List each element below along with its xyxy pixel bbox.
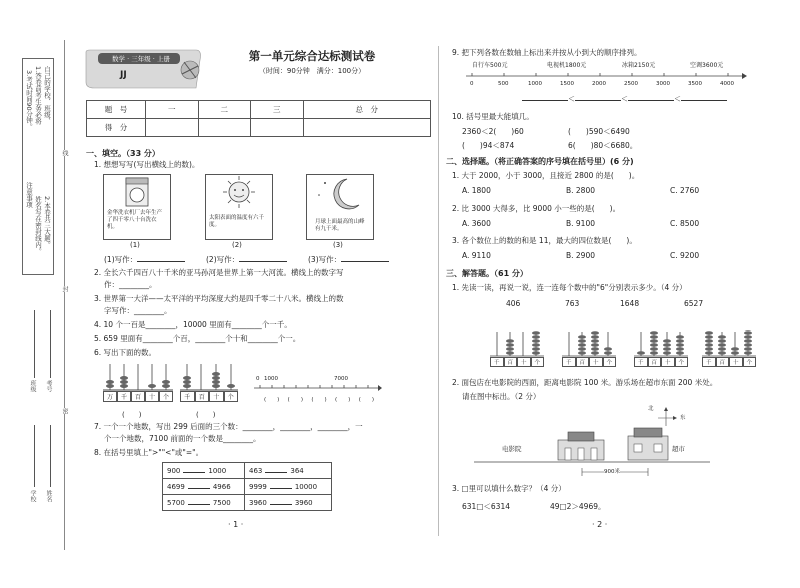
map-label-north: 北 bbox=[648, 406, 654, 412]
score-table-header bbox=[87, 101, 431, 119]
compare-blank[interactable] bbox=[270, 504, 292, 505]
number-field[interactable] bbox=[50, 310, 51, 378]
q9-order-blank[interactable] bbox=[628, 100, 674, 101]
picture-2-text: 太阳表面的温度有六千度。 bbox=[209, 215, 265, 228]
seal-line bbox=[64, 40, 65, 550]
seal-mark-feng: 封 bbox=[61, 286, 68, 292]
map-graphic bbox=[470, 406, 730, 478]
number-line-paren[interactable]: ( ) bbox=[358, 397, 374, 403]
column-divider bbox=[438, 46, 439, 536]
picture-3-text: 月球上面最高的山峰有九千米。 bbox=[315, 219, 365, 232]
section-3-heading: 三、解答题。（61 分） bbox=[446, 269, 528, 278]
compare-blank[interactable] bbox=[183, 472, 205, 473]
note-3: 姓名写在密封线内。 bbox=[34, 196, 42, 255]
picture-caption-1: (1) bbox=[130, 241, 140, 249]
q9-number-line bbox=[462, 60, 747, 108]
score-cell-3[interactable] bbox=[251, 119, 304, 137]
a1-abacus-rods bbox=[470, 330, 760, 358]
number-line-paren[interactable]: ( ) bbox=[335, 397, 351, 403]
note-5: 3.考试时间90分钟。 bbox=[25, 70, 33, 130]
score-row-label: 得 分 bbox=[87, 119, 146, 137]
a1-abacus-1-labels: 千 百 十 个 bbox=[490, 357, 544, 367]
a1-abacus-4-labels: 千 百 十 个 bbox=[702, 357, 756, 367]
number-line-paren[interactable]: ( ) bbox=[311, 397, 327, 403]
q9-order-blank[interactable] bbox=[522, 100, 568, 101]
badge-text: 数学 · 三年级 · 上册 bbox=[112, 55, 170, 63]
q9-item-tv: 电视机1800元 bbox=[547, 62, 587, 69]
number-line-q6 bbox=[252, 376, 382, 410]
map-label-supermarket: 超市 bbox=[672, 445, 685, 453]
answer-question-1: 1. 先读一读，再说一说，连一连每个数中的"6"分别表示多少。（4 分） bbox=[452, 283, 687, 292]
q9-tick: 2000 bbox=[592, 81, 606, 87]
q10-item-3[interactable]: ( )94＜874 bbox=[462, 141, 515, 150]
a3-item-2[interactable]: 49□2＞4969。 bbox=[550, 502, 606, 511]
choice-1-option-b[interactable]: B. 2800 bbox=[566, 186, 596, 195]
abacus-2-answer[interactable]: ( ) bbox=[196, 411, 216, 419]
a1-number-1648: 1648 bbox=[620, 299, 640, 308]
a3-item-1[interactable]: 631□＜6314 bbox=[462, 502, 510, 511]
score-head-2: 二 bbox=[198, 101, 251, 119]
note-2: 自己的学校、班级、 bbox=[43, 66, 51, 125]
write-blank-3[interactable] bbox=[341, 261, 389, 262]
picture-caption-2: (2) bbox=[232, 241, 242, 249]
q9-tick: 3000 bbox=[656, 81, 670, 87]
number-line-label-0: 0 bbox=[256, 376, 260, 382]
choice-3-option-a[interactable]: A. 9110 bbox=[462, 251, 491, 260]
name-label: 姓名 bbox=[45, 490, 52, 502]
write-label-3: (3)写作： bbox=[308, 255, 342, 264]
question-8: 8. 在括号里填上">""<"或"="。 bbox=[94, 448, 204, 457]
answer-question-3: 3. □里可以填什么数字？（4 分） bbox=[452, 484, 566, 493]
class-label: 班级 bbox=[29, 380, 36, 392]
write-blank-2[interactable] bbox=[239, 261, 287, 262]
compare-blank[interactable] bbox=[188, 488, 210, 489]
page-title: 第一单元综合达标测试卷 bbox=[248, 49, 376, 63]
abacus-2-col-bai: 百 bbox=[195, 391, 210, 402]
choice-2: 2. 比 3000 大得多，比 9000 小一些的是( )。 bbox=[452, 204, 621, 213]
question-7: 7. 一个一个地数，写出 299 后面的三个数：________，________，________，一 bbox=[94, 422, 363, 431]
score-table bbox=[86, 100, 431, 137]
number-line-label-7000: 7000 bbox=[334, 376, 348, 382]
q9-tick: 500 bbox=[498, 81, 509, 87]
map-label-east: 东 bbox=[680, 415, 686, 421]
page-subtitle: （时间：90分钟 满分：100分） bbox=[258, 67, 366, 75]
compare-blank[interactable] bbox=[270, 488, 292, 489]
q9-order-blank[interactable] bbox=[575, 100, 621, 101]
a1-number-6527: 6527 bbox=[684, 299, 704, 308]
number-line-label-1000: 1000 bbox=[264, 376, 278, 382]
question-2-cont: 作：________。 bbox=[104, 280, 157, 289]
number-line-paren[interactable]: ( ) bbox=[264, 397, 280, 403]
question-6: 6. 写出下面的数。 bbox=[94, 348, 157, 357]
picture-caption-3: (3) bbox=[333, 241, 343, 249]
map-diagram bbox=[470, 406, 730, 478]
note-1: 1.答卷前考生务必将 bbox=[34, 66, 42, 125]
q9-item-fridge: 冰箱2150元 bbox=[622, 62, 656, 69]
a1-abacus-3-labels: 千 百 十 个 bbox=[634, 357, 688, 367]
moon-icon bbox=[307, 175, 373, 213]
supermarket-building-icon bbox=[628, 428, 668, 460]
abacus-2-rods bbox=[180, 362, 238, 392]
choice-1: 1. 大于 2000，小于 3000，且接近 2800 的是( )。 bbox=[452, 171, 640, 180]
abacus-1-col-ge: 个 bbox=[159, 391, 173, 402]
picture-washing-machine bbox=[103, 174, 171, 240]
compare-cell: 4699 4966 bbox=[163, 479, 245, 495]
abacus-1-rods bbox=[103, 362, 173, 392]
seal-mark-xian: 线 bbox=[61, 150, 68, 156]
a1-abacus-group bbox=[470, 330, 760, 370]
q9-item-ac: 空调3600元 bbox=[690, 62, 724, 69]
score-cell-1[interactable] bbox=[146, 119, 199, 137]
abacus-1-col-bai: 百 bbox=[131, 391, 145, 402]
compare-table bbox=[162, 462, 332, 511]
q10-item-1[interactable]: 2360＜2( )60 bbox=[462, 127, 524, 136]
number-label: 考号 bbox=[45, 380, 52, 392]
score-head-label: 题 号 bbox=[87, 101, 146, 119]
q9-tick: 0 bbox=[470, 81, 474, 87]
compare-cell: 5700 7500 bbox=[163, 495, 245, 511]
section-1-heading: 一、填空。（33 分） bbox=[86, 149, 160, 158]
abacus-2-labels bbox=[180, 391, 238, 402]
abacus-2 bbox=[180, 362, 238, 404]
choice-2-option-a[interactable]: A. 3600 bbox=[462, 219, 491, 228]
score-cell-2[interactable] bbox=[198, 119, 251, 137]
table-row bbox=[163, 463, 332, 479]
number-line-parens bbox=[264, 395, 374, 403]
write-answer-2 bbox=[206, 255, 287, 265]
question-3-cont: 字写作：________。 bbox=[104, 306, 172, 315]
answer-question-2: 2. 面包店在电影院的西面，距离电影院 100 米。游乐场在超市东面 200 米处。 bbox=[452, 378, 718, 387]
write-answer-3 bbox=[308, 255, 389, 265]
a1-number-763: 763 bbox=[565, 299, 580, 308]
compare-cell: 3960 3960 bbox=[244, 495, 331, 511]
write-answer-1 bbox=[104, 255, 185, 265]
picture-moon bbox=[306, 174, 374, 240]
compare-cell: 900 1000 bbox=[163, 463, 245, 479]
choice-1-option-a[interactable]: A. 1800 bbox=[462, 186, 491, 195]
q9-tick: 1000 bbox=[528, 81, 542, 87]
compare-cell: 463 364 bbox=[244, 463, 331, 479]
grade-badge bbox=[84, 48, 214, 90]
number-line-graphic bbox=[252, 380, 382, 394]
q9-item-bicycle: 自行车500元 bbox=[472, 62, 508, 69]
cinema-building-icon bbox=[558, 432, 604, 460]
choice-3-option-b[interactable]: B. 2900 bbox=[566, 251, 596, 260]
compare-blank[interactable] bbox=[188, 504, 210, 505]
q9-order-blank[interactable] bbox=[681, 100, 727, 101]
badge-code: JJ bbox=[120, 70, 127, 80]
seal-mark-mi: 密 bbox=[61, 408, 68, 414]
q9-tick: 2500 bbox=[624, 81, 638, 87]
choice-2-option-c[interactable]: C. 8500 bbox=[670, 219, 700, 228]
question-7-cont: 个一个地数，7100 前面的一个数是________。 bbox=[104, 434, 261, 443]
choice-1-option-c[interactable]: C. 2760 bbox=[670, 186, 700, 195]
abacus-1-col-shi: 十 bbox=[145, 391, 159, 402]
abacus-1-col-wan: 万 bbox=[103, 391, 117, 402]
choice-3-option-c[interactable]: C. 9200 bbox=[670, 251, 700, 260]
picture-1-text: 金华洗衣机厂去年生产了四千零八十台洗衣机。 bbox=[107, 210, 163, 230]
score-head-total: 总 分 bbox=[303, 101, 431, 119]
sun-icon bbox=[206, 175, 272, 209]
compare-cell: 9999 10000 bbox=[244, 479, 331, 495]
page-number-1: · 1 · bbox=[228, 520, 244, 529]
school-label: 学校 bbox=[29, 490, 36, 502]
score-head-3: 三 bbox=[251, 101, 304, 119]
question-4: 4. 10 个一百是________，10000 里面有________个一千。 bbox=[94, 320, 292, 329]
table-row bbox=[163, 479, 332, 495]
section-2-heading: 二、选择题。（将正确答案的序号填在括号里）(6 分) bbox=[446, 157, 634, 166]
answer-question-2-cont: 请在图中标出。（2 分） bbox=[462, 392, 541, 401]
notes-label: 注意事项 bbox=[25, 182, 33, 208]
choice-2-option-b[interactable]: B. 9100 bbox=[566, 219, 596, 228]
question-3: 3. 世界第一大洋——太平洋的平均深度大约是四千零二十八米。横线上的数 bbox=[94, 294, 344, 303]
number-line-paren[interactable]: ( ) bbox=[287, 397, 303, 403]
q9-tick: 1500 bbox=[560, 81, 574, 87]
abacus-2-col-qian: 千 bbox=[180, 391, 195, 402]
page-number-2: · 2 · bbox=[592, 520, 608, 529]
write-label-2: (2)写作： bbox=[206, 255, 240, 264]
abacus-1 bbox=[103, 362, 173, 404]
table-row bbox=[163, 495, 332, 511]
choice-3: 3. 各个数位上的数的和是 11，最大的四位数是( )。 bbox=[452, 236, 637, 245]
question-9: 9. 把下列各数在数轴上标出来并按从小到大的顺序排列。 bbox=[452, 48, 642, 57]
a1-number-406: 406 bbox=[506, 299, 521, 308]
q9-tick: 4000 bbox=[720, 81, 734, 87]
q9-order-blanks: ＜ ＜ ＜ bbox=[522, 94, 727, 104]
score-head-1: 一 bbox=[146, 101, 199, 119]
note-4: 2.本卷共三大题。 bbox=[43, 196, 51, 248]
name-field[interactable] bbox=[50, 425, 51, 487]
q9-tick: 3500 bbox=[688, 81, 702, 87]
class-field[interactable] bbox=[34, 310, 35, 378]
write-blank-1[interactable] bbox=[137, 261, 185, 262]
abacus-2-col-shi: 十 bbox=[209, 391, 224, 402]
write-label-1: (1)写作： bbox=[104, 255, 138, 264]
q10-item-2[interactable]: ( )590＜6490 bbox=[568, 127, 630, 136]
binding-strip bbox=[0, 0, 70, 588]
q10-item-4[interactable]: 6( )80＜6680。 bbox=[568, 141, 638, 150]
question-10: 10. 括号里最大能填几。 bbox=[452, 112, 534, 121]
question-2: 2. 全长六千四百八十千米的亚马孙河是世界上第一大河流。横线上的数字写 bbox=[94, 268, 344, 277]
score-table-row bbox=[87, 119, 431, 137]
picture-sun bbox=[205, 174, 273, 240]
washing-machine-icon bbox=[104, 175, 170, 209]
school-field[interactable] bbox=[34, 425, 35, 487]
a1-abacus-2-labels: 千 百 十 个 bbox=[562, 357, 616, 367]
question-5: 5. 659 里面有________个百，________个十和________个一。 bbox=[94, 334, 301, 343]
abacus-1-col-qian: 千 bbox=[117, 391, 131, 402]
map-label-cinema: 电影院 bbox=[502, 445, 522, 453]
question-1: 1. 想想写写(写出横线上的数)。 bbox=[94, 160, 200, 169]
abacus-2-col-ge: 个 bbox=[224, 391, 239, 402]
compare-blank[interactable] bbox=[265, 472, 287, 473]
score-cell-total[interactable] bbox=[303, 119, 431, 137]
abacus-1-answer[interactable]: ( ) bbox=[122, 411, 142, 419]
abacus-1-labels bbox=[103, 391, 173, 402]
map-label-distance: 900米 bbox=[604, 469, 620, 475]
